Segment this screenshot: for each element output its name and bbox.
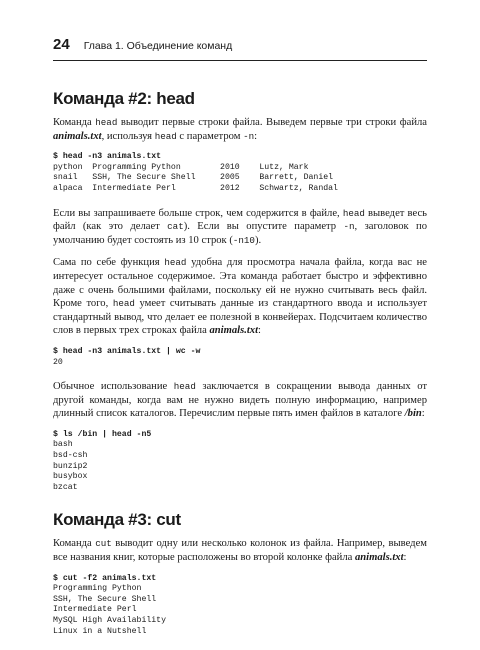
dir-name: /bin <box>404 408 422 420</box>
command-line: $ ls /bin | head -n5 <box>53 429 152 439</box>
section-title-head: Команда #2: head <box>53 89 195 108</box>
paragraph: Команда head выводит первые строки файла. Выведем первые три строки файла animals.txt, используя head с параметром -n: <box>53 117 427 142</box>
output-line: snail SSH, The Secure Shell 2005 Barrett, Daniel <box>53 173 334 183</box>
chapter-title: Глава 1. Объединение команд <box>83 40 233 52</box>
paragraph: Обычное использование head заключается в сокращении вывода данных от другой команды, когда вам не нужно видеть полную информацию, например длинный список каталогов. Перечислим первые пять имен файлов в каталоге /bin: <box>53 381 427 420</box>
section-title-cut: Команда #3: cut <box>53 510 181 530</box>
output-line: bunzip2 <box>53 461 88 471</box>
command-line: $ cut -f2 animals.txt <box>53 573 157 583</box>
command-line: $ head -n3 animals.txt <box>53 152 162 162</box>
output-line: SSH, The Secure Shell <box>53 594 157 604</box>
output-line: bzcat <box>53 482 78 492</box>
paragraph: Сама по себе функция head удобна для просмотра начала файла, когда вас не интересует остальное содержимое. Эта команда работает быстро и эффективно даже с очень большими файлами, поскольку ей не нужно считывать весь файл. Кроме того, head умеет считывать данные из стандартного ввода и использует стандартный вывод, что делает ее полезной в конвейерах. Подсчитаем количество слов в первых трех строках файла animals.txt: <box>53 257 427 337</box>
command-line: $ head -n3 animals.txt | wc -w <box>53 346 201 356</box>
output-line: Intermediate Perl <box>53 605 137 615</box>
output-line: alpaca Intermediate Perl 2012 Schwartz, Randal <box>53 183 338 193</box>
inline-code: -n10 <box>232 234 255 246</box>
page-content <box>53 88 427 649</box>
file-name: animals.txt <box>209 325 259 337</box>
code-block <box>53 574 427 638</box>
inline-code: head <box>173 381 196 393</box>
paragraph: Команда cut выводит одну или несколько колонок из файла. Например, выведем все названия книг, которые расположены во второй колонке файла animals.txt: <box>53 538 427 564</box>
paragraph: Если вы запрашиваете больше строк, чем содержится в файле, head выведет весь файл (как это делает cat). Если вы опустите параметр -n, заголовок по умолчанию будет состоять из 10 строк (-n10). <box>53 207 427 246</box>
output-line: MySQL High Availability <box>53 616 167 625</box>
page-number: 24 <box>53 36 70 53</box>
output-line: Linux in a Nutshell <box>53 626 147 636</box>
code-block <box>53 152 427 194</box>
running-head <box>53 36 427 61</box>
inline-code: -n <box>343 221 355 233</box>
output-line: 20 <box>53 357 63 367</box>
output-line: bash <box>53 440 73 450</box>
code-block <box>53 430 427 494</box>
inline-code: head <box>164 257 187 269</box>
inline-code: head <box>95 117 118 128</box>
inline-code: cat <box>167 221 184 233</box>
inline-code: head <box>112 298 135 310</box>
inline-code: -n <box>243 130 255 142</box>
output-line: python Programming Python 2010 Lutz, Mark <box>53 162 309 172</box>
output-line: bsd-csh <box>53 451 88 461</box>
output-line: Programming Python <box>53 584 142 594</box>
file-name: animals.txt <box>53 130 102 142</box>
file-name: animals.txt <box>354 552 404 564</box>
inline-code: head <box>342 207 365 219</box>
output-line: busybox <box>53 472 88 482</box>
inline-code: head <box>154 130 177 142</box>
code-block <box>53 347 427 368</box>
inline-code: cut <box>95 538 112 550</box>
